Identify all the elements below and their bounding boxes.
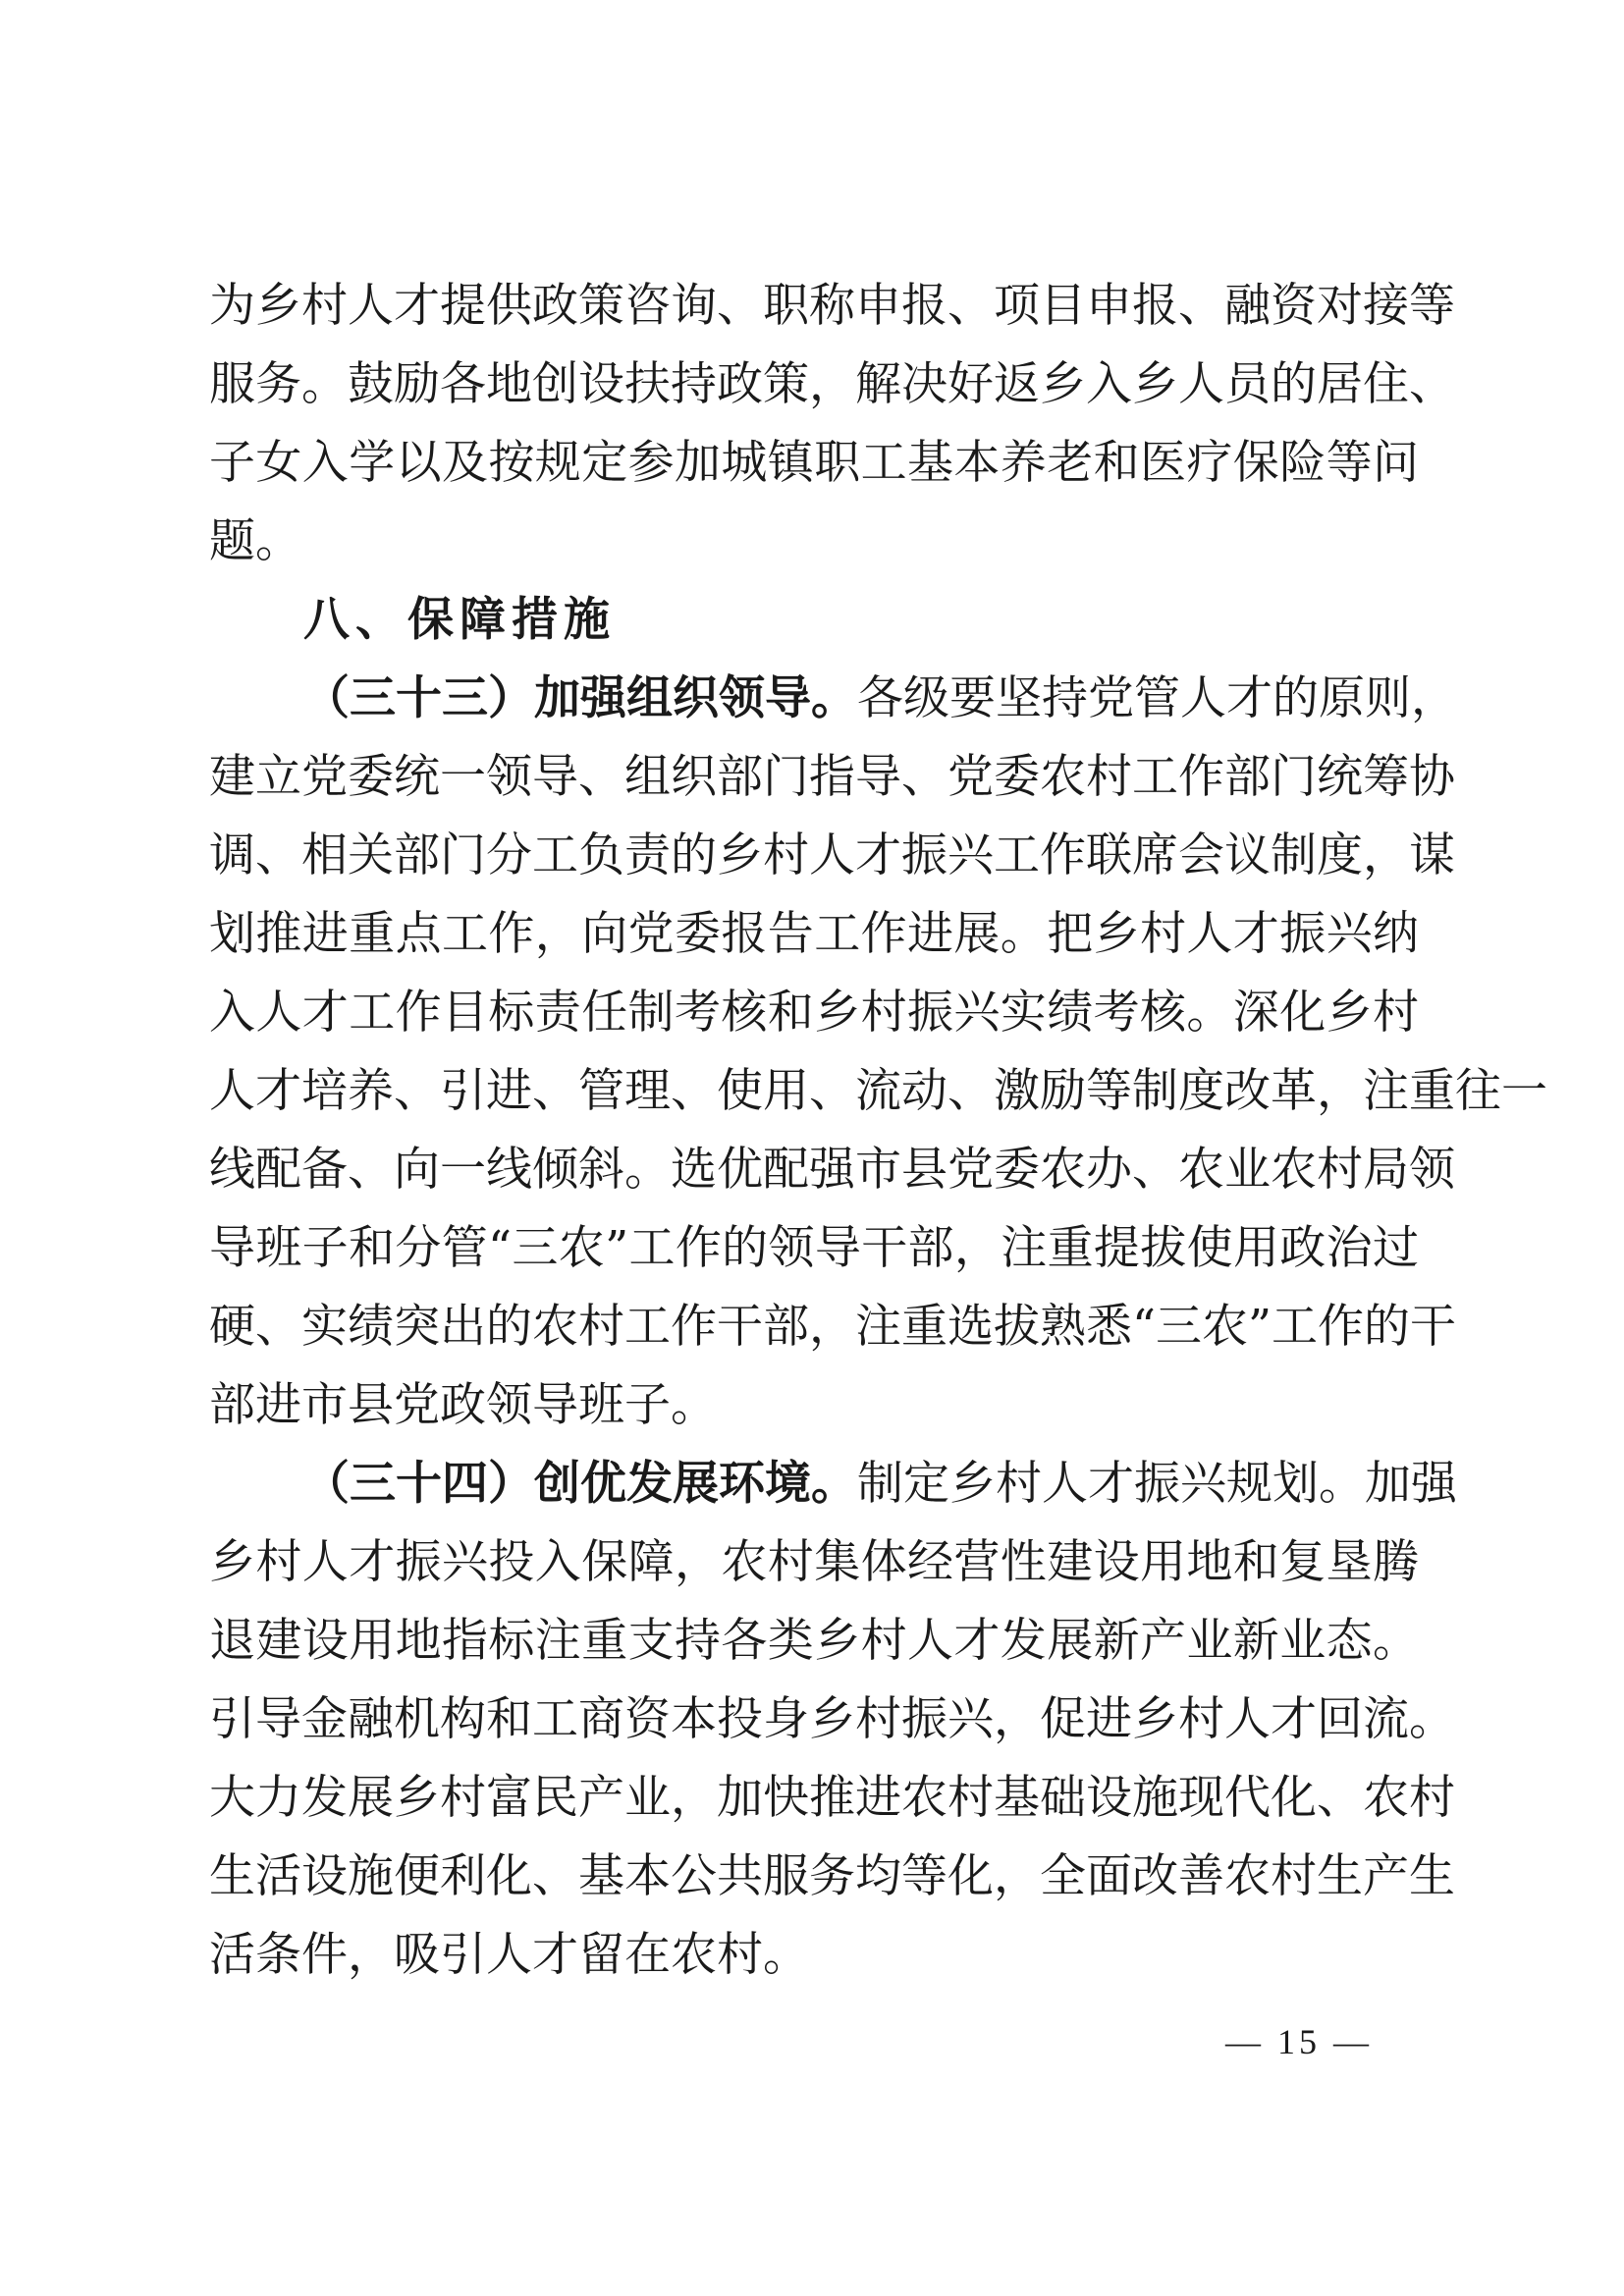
item-34-first-line-text: 制定乡村人才振兴规划。加强: [857, 1457, 1457, 1511]
body-text-line: 硬、实绩突出的农村工作干部，注重选拔熟悉“三农”工作的干: [209, 1300, 1457, 1354]
item-33-title: （三十三）加强组织领导。: [303, 671, 857, 725]
body-text-line: 生活设施便利化、基本公共服务均等化，全面改善农村生产生: [209, 1849, 1455, 1903]
body-text-line: 建立党委统一领导、组织部门指导、党委农村工作部门统筹协: [209, 750, 1455, 804]
body-text-line: 线配备、向一线倾斜。选优配强市县党委农办、农业农村局领: [209, 1143, 1455, 1197]
body-text-line: 引导金融机构和工商资本投身乡村振兴，促进乡村人才回流。: [209, 1692, 1455, 1746]
body-text-line: 乡村人才振兴投入保障，农村集体经营性建设用地和复垦腾: [209, 1535, 1419, 1589]
body-text-line: 活条件，吸引人才留在农村。: [209, 1928, 809, 1982]
body-text-line: 调、相关部门分工负责的乡村人才振兴工作联席会议制度，谋: [209, 828, 1455, 882]
item-33-first-line: [209, 660, 1457, 738]
section-heading: 八、保障措施: [303, 593, 616, 647]
body-text-line: 题。: [209, 514, 301, 568]
body-text-line: 划推进重点工作，向党委报告工作进展。把乡村人才振兴纳: [209, 907, 1419, 961]
body-text-line: 导班子和分管“三农”工作的领导干部，注重提拔使用政治过: [209, 1221, 1419, 1275]
item-34-first-line: [209, 1445, 1457, 1523]
item-33-first-line-text: 各级要坚持党管人才的原则，: [857, 671, 1457, 725]
body-text-line: 子女入学以及按规定参加城镇职工基本养老和医疗保险等问: [209, 436, 1419, 490]
body-text-line: 大力发展乡村富民产业，加快推进农村基础设施现代化、农村: [209, 1771, 1455, 1825]
body-text-line: 服务。鼓励各地创设扶持政策，解决好返乡入乡人员的居住、: [209, 357, 1455, 411]
page-number: — 15 —: [1225, 2022, 1373, 2061]
body-text-line: 入人才工作目标责任制考核和乡村振兴实绩考核。深化乡村: [209, 986, 1419, 1040]
item-34-title: （三十四）创优发展环境。: [303, 1457, 857, 1511]
body-text-line: 退建设用地指标注重支持各类乡村人才发展新产业新业态。: [209, 1614, 1419, 1668]
body-text-line: 人才培养、引进、管理、使用、流动、激励等制度改革，注重往一: [209, 1064, 1547, 1118]
body-text-line: 部进市县党政领导班子。: [209, 1378, 717, 1432]
body-text-line: 为乡村人才提供政策咨询、职称申报、项目申报、融资对接等: [209, 279, 1455, 333]
